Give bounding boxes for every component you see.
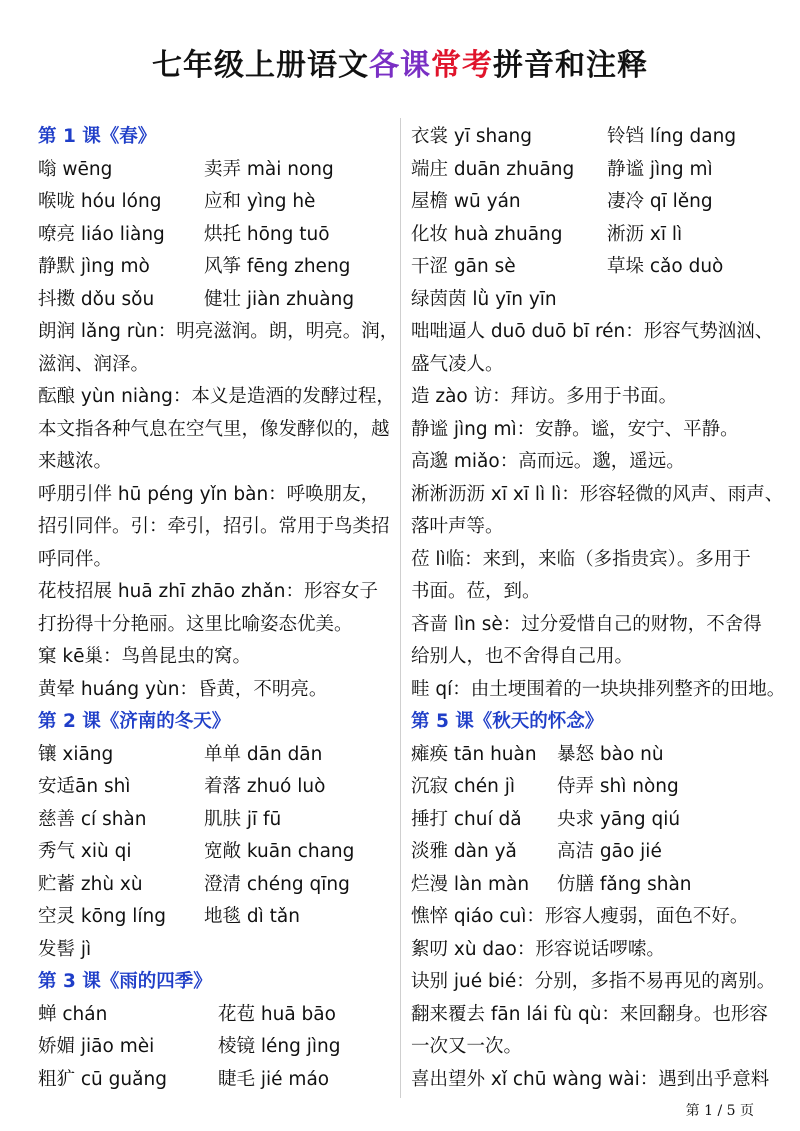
vocab-row — [38, 219, 390, 252]
vocab-term: 仿膳 fǎng shàn — [557, 873, 692, 895]
vocab-row — [38, 251, 390, 284]
note-paragraph — [411, 966, 776, 999]
vocab-row — [411, 154, 771, 187]
note-line: 盛气凌人。 — [411, 353, 504, 375]
lesson-3-heading: 第 3 课《雨的四季》 — [38, 971, 212, 992]
vocab-term: 抖擞 dǒu sǒu — [38, 288, 155, 310]
vocab-term: 嘹亮 liáo liàng — [38, 223, 165, 245]
note-paragraph — [38, 316, 399, 381]
note-line: 憔悴 qiáo cuì：形容人瘦弱，面色不好。 — [411, 906, 749, 927]
vocab-row — [38, 186, 390, 219]
vocab-term: 淅沥 xī lì — [607, 223, 683, 245]
vocab-row — [411, 804, 771, 837]
vocab-term: 端庄 duān zhuāng — [411, 158, 575, 180]
note-paragraph — [411, 609, 771, 674]
note-paragraph — [411, 674, 786, 707]
vocab-term: 秀气 xiù qi — [38, 841, 132, 862]
vocab-term: 风筝 fēng zheng — [204, 256, 351, 277]
note-line: 一次又一次。 — [411, 1036, 523, 1057]
note-line: 打扮得十分艳丽。这里比喻姿态优美。 — [38, 613, 353, 635]
vocab-term: 央求 yāng qiú — [557, 808, 681, 830]
vocab-term: 屋檐 wū yán — [411, 191, 521, 212]
column-divider — [400, 118, 401, 1098]
vocab-row — [411, 739, 771, 772]
lesson-5-heading: 第 5 课《秋天的怀念》 — [411, 711, 604, 732]
lesson-5-notes — [411, 901, 776, 1096]
vocab-term: 沉寂 chén jì — [411, 776, 516, 797]
note-paragraph — [38, 674, 390, 707]
note-line: 朗润 lǎng rùn：明亮滋润。朗，明亮。润， — [38, 321, 399, 342]
note-line: 喜出望外 xǐ chū wàng wài：遇到出乎意料 — [411, 1068, 770, 1090]
vocab-row — [38, 836, 390, 869]
note-line: 书面。莅，到。 — [411, 581, 541, 602]
vocab-term: 空灵 kōng líng — [38, 906, 167, 927]
vocab-row — [38, 934, 390, 967]
note-line: 滋润、润泽。 — [38, 353, 150, 375]
title-part-4: 拼音和注释 — [493, 48, 648, 83]
note-line: 高邈 miǎo：高而远。邈，遥远。 — [411, 451, 685, 472]
vocab-term: 睫毛 jié máo — [218, 1068, 330, 1090]
vocab-term: 静谧 jìng mì — [607, 158, 713, 180]
vocab-row — [38, 1064, 390, 1097]
vocab-term: 娇媚 jiāo mèi — [38, 1036, 155, 1057]
note-line: 咄咄逼人 duō duō bī rén：形容气势汹汹、 — [411, 321, 774, 342]
page-title — [0, 46, 800, 86]
note-paragraph — [411, 446, 771, 479]
vocab-row — [411, 186, 771, 219]
vocab-term: 侍弄 shì nòng — [557, 776, 679, 797]
lesson-1-heading: 第 1 课《春》 — [38, 126, 157, 147]
note-line: 黄晕 huáng yùn：昏黄，不明亮。 — [38, 678, 328, 700]
vocab-term: 烘托 hōng tuō — [204, 223, 330, 245]
vocab-term: 瘫痪 tān huàn — [411, 743, 537, 765]
note-paragraph — [411, 999, 771, 1064]
lesson-2-vocab — [38, 739, 390, 967]
page-number: 第 1 / 5 页 — [685, 1103, 754, 1119]
vocab-term: 烂漫 làn màn — [411, 873, 530, 895]
vocab-term: 暴怒 bào nù — [557, 743, 664, 765]
vocab-term: 喉咙 hóu lóng — [38, 191, 162, 212]
vocab-row — [411, 251, 771, 284]
note-paragraph — [38, 641, 390, 674]
vocab-term: 铃铛 líng dang — [607, 126, 737, 147]
vocab-term: 宽敞 kuān chang — [204, 841, 355, 862]
title-part-3: 常考 — [431, 48, 493, 83]
note-paragraph — [411, 1064, 771, 1097]
vocab-row — [38, 804, 390, 837]
right-column — [411, 121, 786, 1096]
vocab-term: 蝉 chán — [38, 1003, 108, 1025]
vocab-term: 澄清 chéng qīng — [204, 873, 350, 895]
vocab-term: 嗡 wēng — [38, 158, 113, 180]
vocab-term: 健壮 jiàn zhuàng — [204, 288, 355, 310]
lesson-4-vocab — [411, 121, 771, 316]
vocab-row — [411, 219, 771, 252]
vocab-term: 粗犷 cū guǎng — [38, 1068, 167, 1090]
note-line: 畦 qí：由土埂围着的一块块排列整齐的田地。 — [411, 678, 786, 700]
note-line: 本文指各种气息在空气里，像发酵似的，越 — [38, 418, 390, 440]
note-line: 来越浓。 — [38, 451, 113, 472]
vocab-term: 凄冷 qī lěng — [607, 191, 713, 212]
vocab-row — [38, 869, 390, 902]
vocab-term: 淡雅 dàn yǎ — [411, 841, 517, 862]
vocab-term: 慈善 cí shàn — [38, 808, 147, 830]
vocab-term: 化妆 huà zhuāng — [411, 223, 563, 245]
note-line: 酝酿 yùn niàng：本义是造酒的发酵过程， — [38, 386, 395, 407]
lesson-1-vocab — [38, 154, 390, 317]
note-paragraph — [411, 414, 771, 447]
vocab-term: 草垛 cǎo duò — [607, 256, 724, 277]
lesson-4-notes — [411, 316, 786, 706]
note-paragraph — [411, 901, 771, 934]
note-paragraph — [411, 316, 774, 381]
vocab-row — [411, 869, 771, 902]
lesson-2-heading: 第 2 课《济南的冬天》 — [38, 711, 231, 732]
note-line: 呼同伴。 — [38, 548, 113, 570]
vocab-term: 应和 yìng hè — [204, 191, 316, 212]
vocab-row — [411, 284, 771, 317]
note-line: 窠 kē巢：鸟兽昆虫的窝。 — [38, 646, 251, 667]
vocab-term: 绿茵茵 lǜ yīn yīn — [411, 288, 557, 310]
note-line: 招引同伴。引：牵引，招引。常用于鸟类招 — [38, 516, 390, 537]
note-line: 花枝招展 huā zhī zhāo zhǎn：形容女子 — [38, 581, 378, 602]
note-line: 落叶声等。 — [411, 516, 504, 537]
title-part-1: 七年级上册语文 — [152, 48, 369, 83]
vocab-term: 卖弄 mài nong — [204, 158, 334, 180]
vocab-term: 肌肤 jī fū — [204, 808, 282, 830]
note-line: 呼朋引伴 hū péng yǐn bàn：呼唤朋友， — [38, 483, 380, 505]
note-line: 絮叨 xù dao：形容说话啰嗦。 — [411, 938, 665, 960]
note-line: 莅 lì临：来到，来临（多指贵宾）。多用于 — [411, 548, 751, 570]
note-paragraph — [38, 576, 390, 641]
note-line: 造 zào 访：拜访。多用于书面。 — [411, 386, 678, 407]
vocab-term: 花苞 huā bāo — [218, 1003, 336, 1025]
note-line: 诀别 jué bié：分别，多指不易再见的离别。 — [411, 971, 776, 992]
vocab-row — [411, 121, 771, 154]
vocab-term: 地毯 dì tǎn — [204, 906, 300, 927]
note-paragraph — [411, 934, 771, 967]
vocab-row — [411, 836, 771, 869]
vocab-term: 棱镜 léng jìng — [218, 1036, 341, 1057]
note-line: 淅淅沥沥 xī xī lì lì：形容轻微的风声、雨声、 — [411, 483, 784, 505]
vocab-term: 衣裳 yī shang — [411, 126, 533, 147]
vocab-term: 静默 jìng mò — [38, 256, 150, 277]
note-line: 静谧 jìng mì：安静。谧，安宁、平静。 — [411, 418, 739, 440]
note-paragraph — [38, 381, 395, 479]
vocab-term: 着落 zhuó luò — [204, 776, 326, 797]
lesson-5-vocab — [411, 739, 771, 902]
vocab-term: 发髻 jì — [38, 938, 92, 960]
note-line: 翻来覆去 fān lái fù qù：来回翻身。也形容 — [411, 1003, 768, 1025]
note-paragraph — [38, 479, 390, 577]
note-paragraph — [411, 544, 771, 609]
vocab-row — [411, 771, 771, 804]
vocab-term: 安适ān shì — [38, 776, 131, 797]
note-paragraph — [411, 479, 784, 544]
left-column — [38, 121, 399, 1096]
vocab-row — [38, 739, 390, 772]
lesson-1-notes — [38, 316, 399, 706]
vocab-row — [38, 999, 390, 1032]
vocab-term: 捶打 chuí dǎ — [411, 808, 522, 830]
note-line: 给别人，也不舍得自己用。 — [411, 646, 634, 667]
vocab-row — [38, 1031, 390, 1064]
title-part-2: 各课 — [369, 48, 431, 83]
vocab-term: 镶 xiāng — [38, 743, 114, 765]
vocab-row — [38, 154, 390, 187]
vocab-term: 贮蓄 zhù xù — [38, 873, 143, 895]
vocab-term: 高洁 gāo jié — [557, 841, 662, 862]
note-paragraph — [411, 381, 771, 414]
vocab-row — [38, 771, 390, 804]
note-line: 吝啬 lìn sè：过分爱惜自己的财物，不舍得 — [411, 613, 762, 635]
vocab-row — [38, 284, 390, 317]
lesson-3-vocab — [38, 999, 390, 1097]
vocab-term: 单单 dān dān — [204, 743, 323, 765]
vocab-term: 干涩 gān sè — [411, 256, 516, 277]
vocab-row — [38, 901, 390, 934]
